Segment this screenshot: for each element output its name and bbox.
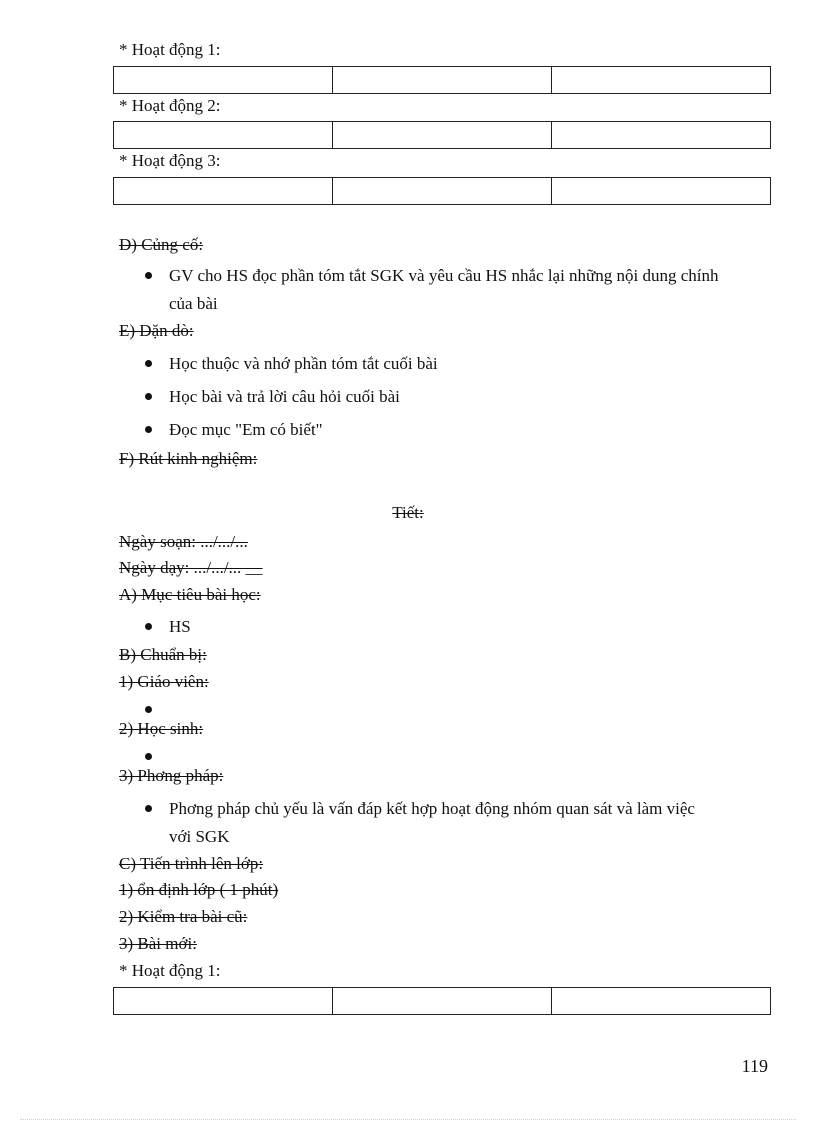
bullet-icon bbox=[145, 805, 152, 812]
cung-co-heading: D) Củng cố: bbox=[119, 235, 204, 254]
activity-2-table bbox=[113, 121, 771, 149]
chuan-bi-heading: B) Chuẩn bị: bbox=[119, 645, 207, 664]
bullet-icon bbox=[145, 753, 152, 760]
activity-3-table bbox=[113, 177, 771, 205]
bullet-icon bbox=[145, 426, 152, 433]
bullet-icon bbox=[145, 272, 152, 279]
tien-trinh-heading: C) Tiến trình lên lớp: bbox=[119, 854, 264, 873]
activity-1-table-bottom bbox=[113, 987, 771, 1015]
table-cell bbox=[114, 67, 333, 94]
table-cell bbox=[333, 122, 552, 149]
hoc-sinh-heading: 2) Học sinh: bbox=[119, 719, 204, 738]
bai-moi: 3) Bài mới: bbox=[119, 934, 197, 953]
table-cell bbox=[552, 122, 771, 149]
table-cell bbox=[333, 67, 552, 94]
table-cell bbox=[114, 122, 333, 149]
list-item-text: Học bài và trả lời câu hỏi cuối bài bbox=[169, 387, 400, 406]
list-item-text: Phơng pháp chủ yếu là vấn đáp kết hợp hoạt động nhóm quan sát và làm việc bbox=[169, 799, 695, 818]
phuong-phap-heading: 3) Phơng pháp: bbox=[119, 766, 224, 785]
list-item-text: GV cho HS đọc phần tóm tắt SGK và yêu cầu HS nhắc lại những nội dung chính bbox=[169, 266, 719, 285]
tiet-label: Tiết: bbox=[392, 503, 424, 522]
ngay-soan: Ngày soạn: .../.../... bbox=[119, 532, 248, 551]
activity-3-label: * Hoạt động 3: bbox=[119, 151, 221, 170]
page-bottom-divider bbox=[20, 1119, 796, 1120]
list-item-text: HS bbox=[169, 617, 191, 636]
table-cell bbox=[114, 178, 333, 205]
list-item-text: với SGK bbox=[169, 827, 230, 846]
list-item-text: của bài bbox=[169, 294, 218, 313]
table-cell bbox=[552, 67, 771, 94]
table-cell bbox=[333, 988, 552, 1015]
list-item-text: Học thuộc và nhớ phần tóm tắt cuối bài bbox=[169, 354, 438, 373]
table-cell bbox=[333, 178, 552, 205]
on-dinh-lop: 1) ổn định lớp ( 1 phút) bbox=[119, 880, 279, 899]
giao-vien-heading: 1) Giáo viên: bbox=[119, 672, 209, 691]
rut-kinh-nghiem-heading: F) Rút kinh nghiệm: bbox=[119, 449, 258, 468]
activity-1-label: * Hoạt động 1: bbox=[119, 40, 221, 59]
dan-do-heading: E) Dặn dò: bbox=[119, 321, 194, 340]
muc-tieu-heading: A) Mục tiêu bài học: bbox=[119, 585, 261, 604]
activity-1-table bbox=[113, 66, 771, 94]
table-cell bbox=[552, 178, 771, 205]
table-cell bbox=[114, 988, 333, 1015]
bullet-icon bbox=[145, 706, 152, 713]
list-item-text: Đọc mục "Em có biết" bbox=[169, 420, 323, 439]
activity-1-label-bottom: * Hoạt động 1: bbox=[119, 961, 221, 980]
kiem-tra-bai-cu: 2) Kiểm tra bài cũ: bbox=[119, 907, 248, 926]
bullet-icon bbox=[145, 360, 152, 367]
activity-2-label: * Hoạt động 2: bbox=[119, 96, 221, 115]
bullet-icon bbox=[145, 623, 152, 630]
page-number: 119 bbox=[741, 1056, 768, 1076]
bullet-icon bbox=[145, 393, 152, 400]
table-cell bbox=[552, 988, 771, 1015]
ngay-day: Ngày dạy: .../.../... __ bbox=[119, 558, 263, 577]
